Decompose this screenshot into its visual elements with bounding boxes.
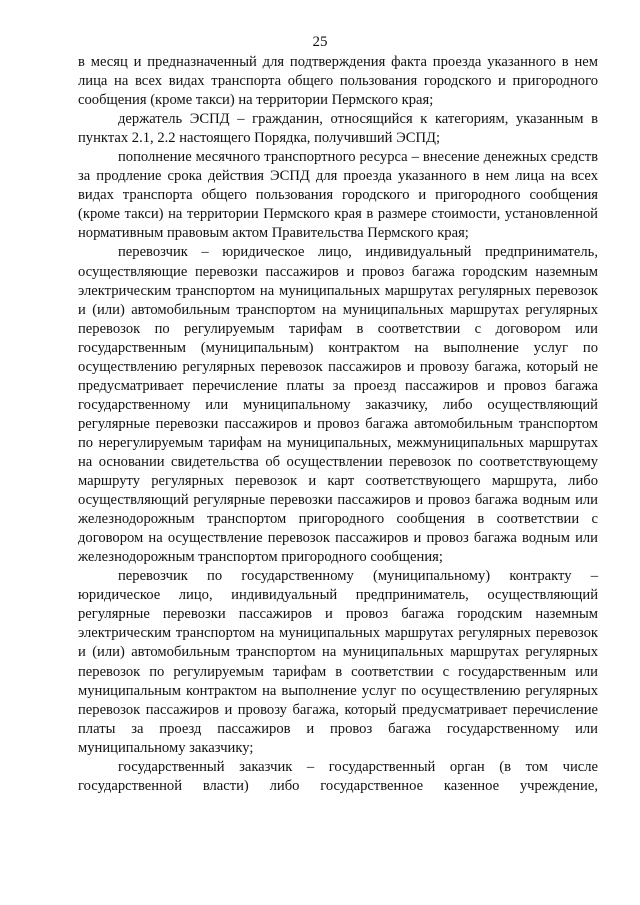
paragraph-state-customer-definition: государственный заказчик – государственный орган (в том числе государственной власти) либо государственное казенное учреждение, (78, 758, 598, 794)
paragraph-espd-holder-definition: держатель ЭСПД – гражданин, относящийся к категориям, указанным в пунктах 2.1, 2.2 настоящего Порядка, получивший ЭСПД; (78, 111, 598, 147)
paragraph-resource-replenishment-definition: пополнение месячного транспортного ресурса – внесение денежных средств за продление срока действия ЭСПД для проезда указанного в нем лица на всех видах транспорта общего пользования городского и пригородного сообщения (кроме такси) на территории Пермского края в размере стоимости, установленной нормативным правовым актом Правительства Пермского края; (78, 149, 598, 242)
page-number: 25 (312, 34, 328, 50)
paragraph-contract-carrier-definition: перевозчик по государственному (муниципальному) контракту – юридическое лицо, индивидуальный предприниматель, осуществляющий регулярные перевозки пассажиров и провоз багажа городским наземным электрическим транспортом на муниципальных маршрутах регулярных перевозок и (или) автомобильным транспортом на муниципальных маршрутах регулярных перевозок по регулируемым тарифам в соответствии с государственным или муниципальным контрактом на выполнение услуг по осуществлению регулярных перевозок пассажиров и провозу багажа, который предусматривает перечисление платы за проезд пассажиров и провоз багажа государственному или муниципальному заказчику; (78, 568, 598, 756)
paragraph-monthly-resource-continuation: в месяц и предназначенный для подтверждения факта проезда указанного в нем лица на всех видах транспорта общего пользования городского и пригородного сообщения (кроме такси) на территории Пермского края; (78, 54, 598, 109)
paragraph-carrier-definition: перевозчик – юридическое лицо, индивидуальный предприниматель, осуществляющие перевозки пассажиров и провоз багажа городским наземным электрическим транспортом на муниципальных маршрутах регулярных перевозок и (или) автомобильным транспортом на муниципальных маршрутах регулярных перевозок по регулируемым тарифам в соответствии с договором или государственным (муниципальным) контрактом на выполнение услуг по осуществлению регулярных перевозок пассажиров и провозу багажа, который не предусматривает перечисление платы за проезд пассажиров и провоз багажа государственному или муниципальному заказчику, либо осуществляющий регулярные перевозки пассажиров и провоз багажа автомобильным транспортом по нерегулируемым тарифам на муниципальных, межмуниципальных маршрутах на основании свидетельства об осуществлении перевозок по соответствующему маршруту регулярных перевозок и карт соответствующего маршрута, либо осуществляющий регулярные перевозки пассажиров и провоз багажа водным или железнодорожным транспортом пригородного сообщения в соответствии с договором на осуществление перевозок пассажиров и провоз багажа водным или железнодорожным транспортом пригородного сообщения; (78, 244, 598, 566)
document-body (78, 53, 598, 796)
